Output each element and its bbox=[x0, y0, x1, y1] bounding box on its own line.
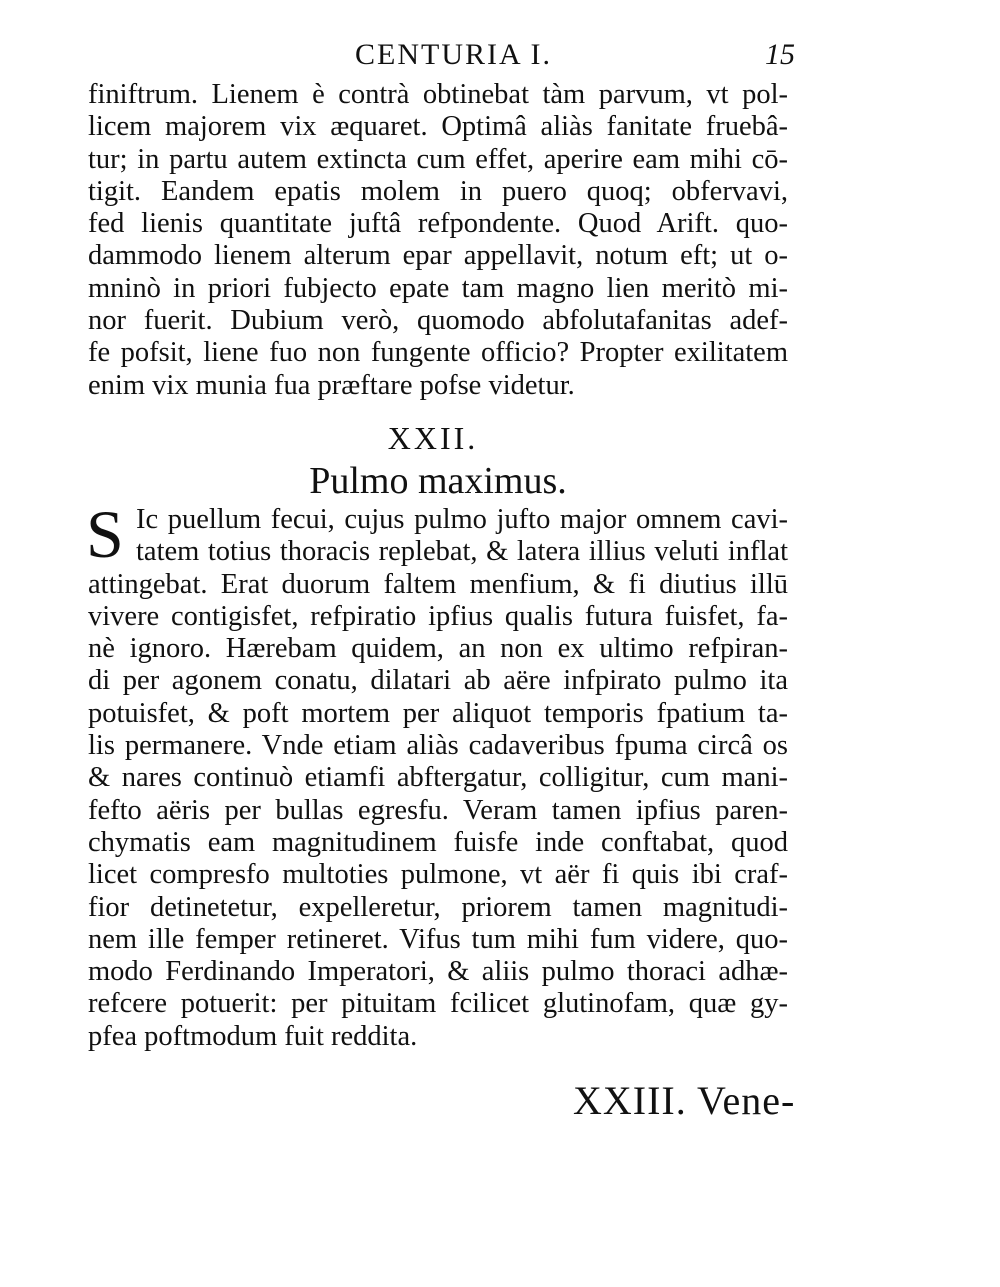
text-line: nor fuerit. Dubium verò, quomodo abfolutafanitas adef- bbox=[88, 305, 788, 337]
section-number: XXII. bbox=[387, 420, 479, 456]
text-line: di per agonem conatu, dilatari ab aëre infpirato pulmo ita bbox=[88, 665, 788, 697]
text-line: tatem totius thoracis replebat, & latera illius veluti inflat bbox=[136, 536, 788, 568]
text-line: refcere potuerit: per pituitam fcilicet glutinofam, quæ gy- bbox=[88, 988, 788, 1020]
running-head: CENTURIA I. bbox=[355, 38, 552, 71]
text-line: fefto aëris per bullas egresfu. Veram tamen ipfius paren- bbox=[88, 794, 788, 826]
catchword: XXIII. Vene- bbox=[573, 1078, 796, 1123]
text-line: & nares continuò etiamfi abftergatur, colligitur, cum mani- bbox=[88, 762, 788, 794]
text-line: fe pofsit, liene fuo non fungente officio? Propter exilitatem bbox=[88, 337, 788, 369]
text-line: potuisfet, & poft mortem per aliquot temporis fpatium ta- bbox=[88, 697, 788, 729]
paragraph-main bbox=[88, 504, 788, 1053]
text-line: fed lienis quantitate juftâ refpondente. Quod Arift. quo- bbox=[88, 208, 788, 240]
text-line: pfea poftmodum fuit reddita. bbox=[88, 1020, 418, 1052]
text-line: fior detinetetur, expelleretur, priorem tamen magnitudi- bbox=[88, 891, 788, 923]
text-line: vivere contigisfet, refpiratio ipfius qualis futura fuisfet, fa- bbox=[88, 600, 788, 632]
text-line: licet compresfo multoties pulmone, vt aër fi quis ibi craf- bbox=[88, 859, 788, 891]
text-line: tur; in partu autem extincta cum effet, aperire eam mihi cō- bbox=[88, 143, 788, 175]
drop-cap-initial: S bbox=[86, 496, 124, 572]
text-line: mninò in priori fubjecto epate tam magno lien meritò mi- bbox=[88, 272, 788, 304]
text-line: Ic puellum fecui, cujus pulmo jufto major omnem cavi- bbox=[136, 504, 788, 535]
section-title: Pulmo maximus. bbox=[309, 460, 567, 502]
text-line: tigit. Eandem epatis molem in puero quoq; obfervavi, bbox=[88, 175, 788, 207]
text-line: dammodo lienem alterum epar appellavit, notum eft; ut o- bbox=[88, 240, 788, 272]
text-line: chymatis eam magnitudinem fuisfe inde conftabat, quod bbox=[88, 826, 788, 858]
text-line: enim vix munia fua præftare pofse videtur. bbox=[88, 369, 575, 401]
text-line: nem ille femper retineret. Vifus tum mihi fum videre, quo- bbox=[88, 923, 788, 955]
text-line: lis permanere. Vnde etiam aliàs cadaveribus fpuma circâ os bbox=[88, 730, 788, 762]
text-line: licem majorem vix æquaret. Optimâ aliàs fanitate fruebâ- bbox=[88, 111, 788, 143]
text-line: modo Ferdinando Imperatori, & aliis pulmo thoraci adhæ- bbox=[88, 956, 788, 988]
text-line: finiftrum. Lienem è contrà obtinebat tàm parvum, vt pol- bbox=[88, 79, 788, 110]
text-line: nè ignoro. Hærebam quidem, an non ex ultimo refpiran- bbox=[88, 633, 788, 665]
paragraph-continued bbox=[88, 79, 788, 402]
text-line: attingebat. Erat duorum faltem menfium, & fi diutius illū bbox=[88, 568, 788, 600]
page-number: 15 bbox=[765, 38, 795, 71]
